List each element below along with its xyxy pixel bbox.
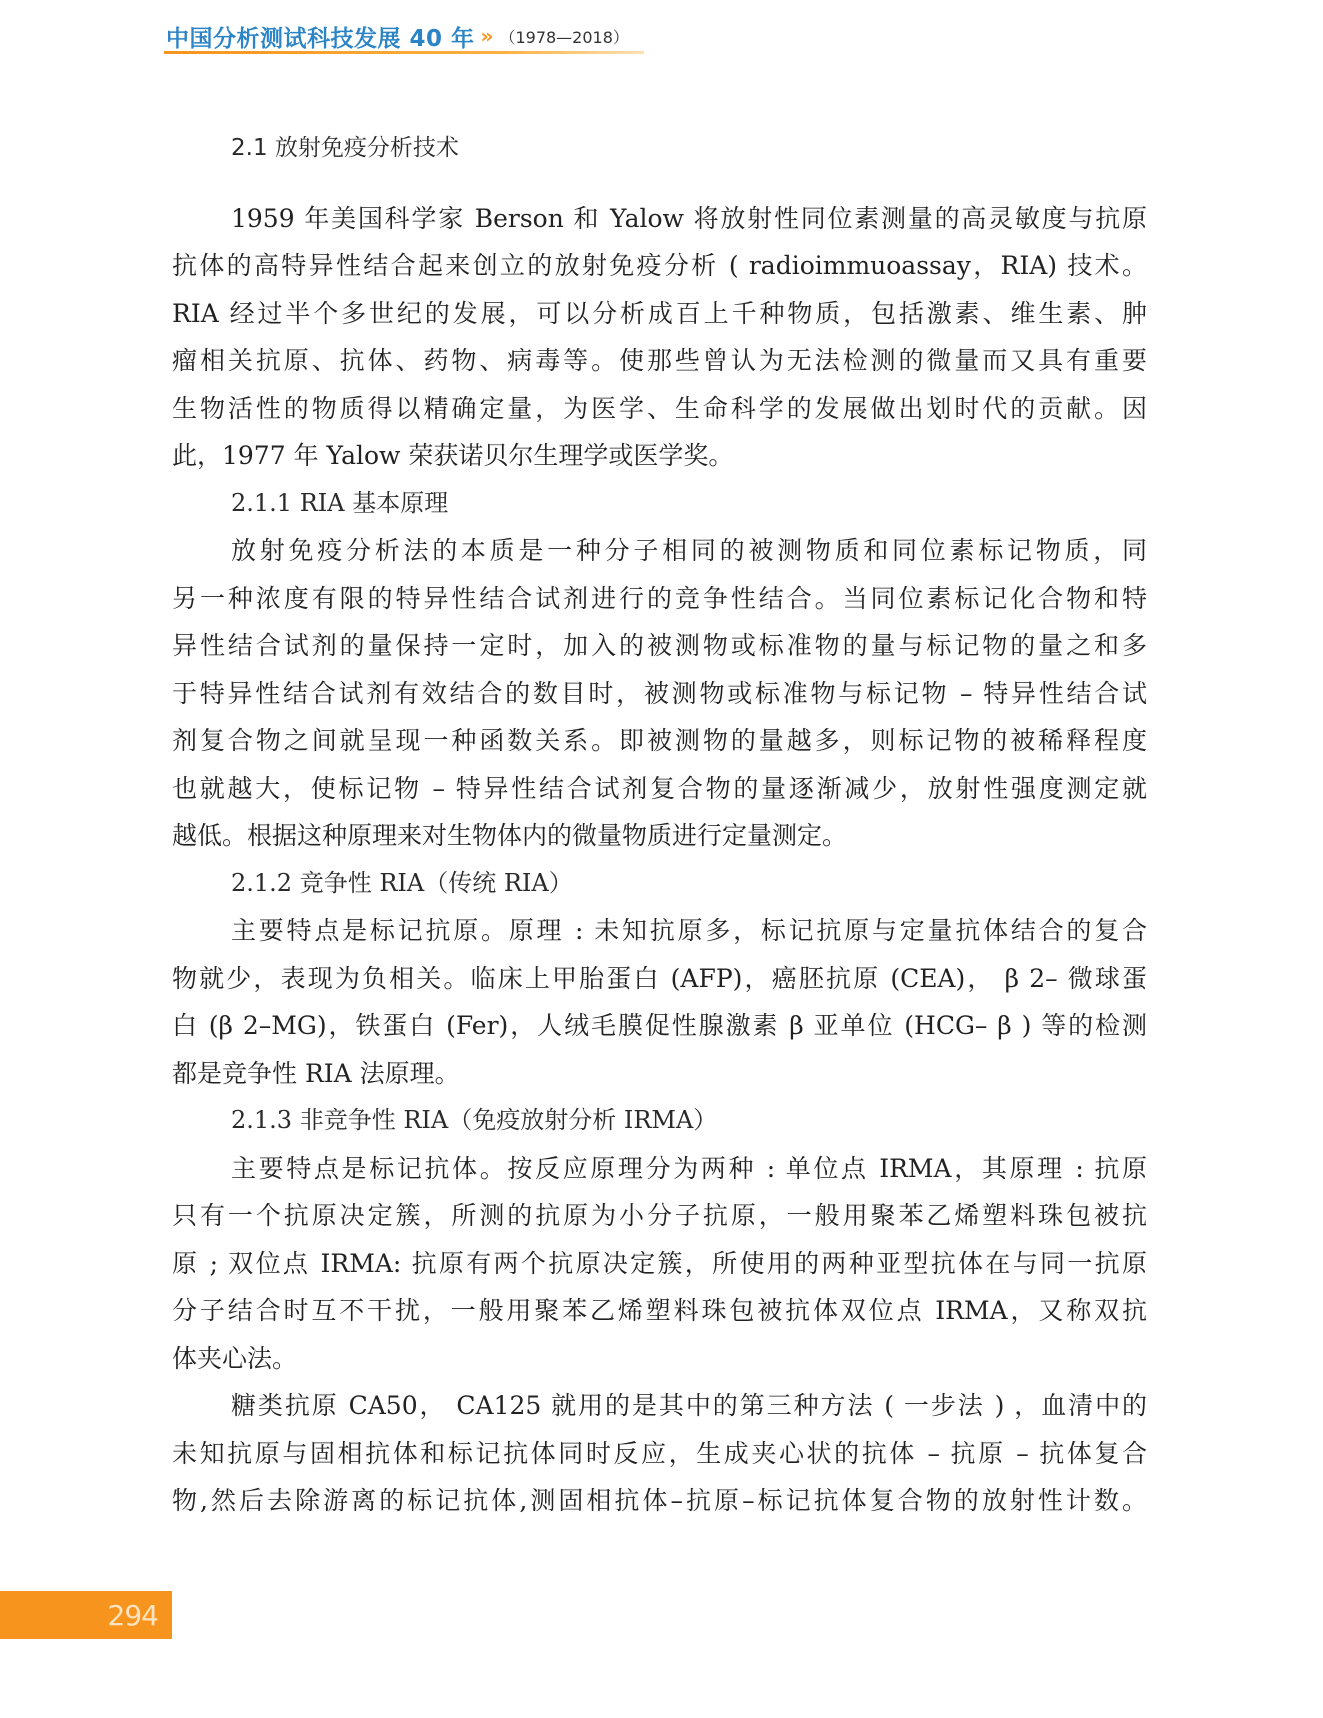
paragraph-line: 越低。根据这种原理来对生物体内的微量物质进行定量测定。 [172,821,848,850]
paragraph-line: 只有一个抗原决定簇，所测的抗原为小分子抗原，一般用聚苯乙烯塑料珠包被抗 [172,1201,1147,1230]
paragraph-line: 都是竞争性 RIA 法原理。 [172,1058,460,1088]
paragraph-line: 白 (β 2–MG)，铁蛋白 (Fer)，人绒毛膜促性腺激素 β 亚单位 (HCG– β ) 等的检测 [172,1011,1147,1040]
subsection-heading: 2.1.1 RIA 基本原理 [231,488,449,517]
paragraph-line: RIA 经过半个多世纪的发展，可以分析成百上千种物质，包括激素、维生素、肿 [172,298,1147,328]
paragraph-line: 异性结合试剂的量保持一定时，加入的被测物或标准物的量与标记物的量之和多 [172,631,1147,660]
paragraph-line: 于特异性结合试剂有效结合的数目时，被测物或标准物与标记物 – 特异性结合试 [172,678,1147,708]
paragraph-line: 放射免疫分析法的本质是一种分子相同的被测物质和同位素标记物质，同 [231,536,1147,565]
running-header [166,16,629,56]
subsection-heading: 2.1.2 竞争性 RIA（传统 RIA） [231,868,573,897]
paragraph-line: 物,然后去除游离的标记抗体,测固相抗体–抗原–标记抗体复合物的放射性计数。 [172,1486,1147,1515]
book-years: （1978—2018） [499,27,629,47]
subsection-heading: 2.1.3 非竞争性 RIA（免疫放射分析 IRMA） [231,1106,718,1134]
paragraph-line: 抗体的高特异性结合起来创立的放射免疫分析 ( radioimmuoassay，RIA) 技术。 [172,251,1147,280]
paragraph-line: 生物活性的物质得以精确定量，为医学、生命科学的发展做出划时代的贡献。因 [172,393,1147,423]
paragraph-line: 剂复合物之间就呈现一种函数关系。即被测物的量越多，则标记物的被稀释程度 [172,726,1147,755]
paragraph-line: 体夹心法。 [172,1343,298,1373]
page-body [172,125,1147,1525]
paragraph-line: 物就少，表现为负相关。临床上甲胎蛋白 (AFP)，癌胚抗原 (CEA)， β 2– 微球蛋 [172,963,1147,993]
double-chevron-icon: » [480,24,494,48]
page-number-tab [0,1591,172,1639]
header-rule [164,51,644,54]
paragraph-line: 糖类抗原 CA50， CA125 就用的是其中的第三种方法 ( 一步法 ) ，血清中的 [231,1391,1147,1420]
paragraph-line: 另一种浓度有限的特异性结合试剂进行的竞争性结合。当同位素标记化合物和特 [172,583,1147,613]
paragraph-line: 也就越大，使标记物 – 特异性结合试剂复合物的量逐渐减少，放射性强度测定就 [172,773,1147,803]
paragraph-line: 瘤相关抗原、抗体、药物、病毒等。使那些曾认为无法检测的微量而又具有重要 [172,346,1147,375]
page-number: 294 [107,1598,158,1632]
paragraph-line: 主要特点是标记抗原。原理 : 未知抗原多，标记抗原与定量抗体结合的复合 [231,916,1147,945]
paragraph-line: 原 ; 双位点 IRMA: 抗原有两个抗原决定簇，所使用的两种亚型抗体在与同一抗原 [172,1248,1147,1278]
paragraph-line: 分子结合时互不干扰，一般用聚苯乙烯塑料珠包被抗体双位点 IRMA，又称双抗 [172,1296,1147,1325]
paragraph-line: 主要特点是标记抗体。按反应原理分为两种 : 单位点 IRMA，其原理 : 抗原 [231,1153,1147,1183]
book-title: 中国分析测试科技发展 40 年 [166,25,475,52]
section-heading: 2.1 放射免疫分析技术 [231,135,459,161]
paragraph-line: 1959 年美国科学家 Berson 和 Yalow 将放射性同位素测量的高灵敏度与抗原 [231,203,1147,233]
paragraph-line: 此，1977 年 Yalow 荣获诺贝尔生理学或医学奖。 [172,441,734,470]
paragraph-line: 未知抗原与固相抗体和标记抗体同时反应，生成夹心状的抗体 – 抗原 – 抗体复合 [172,1438,1147,1468]
